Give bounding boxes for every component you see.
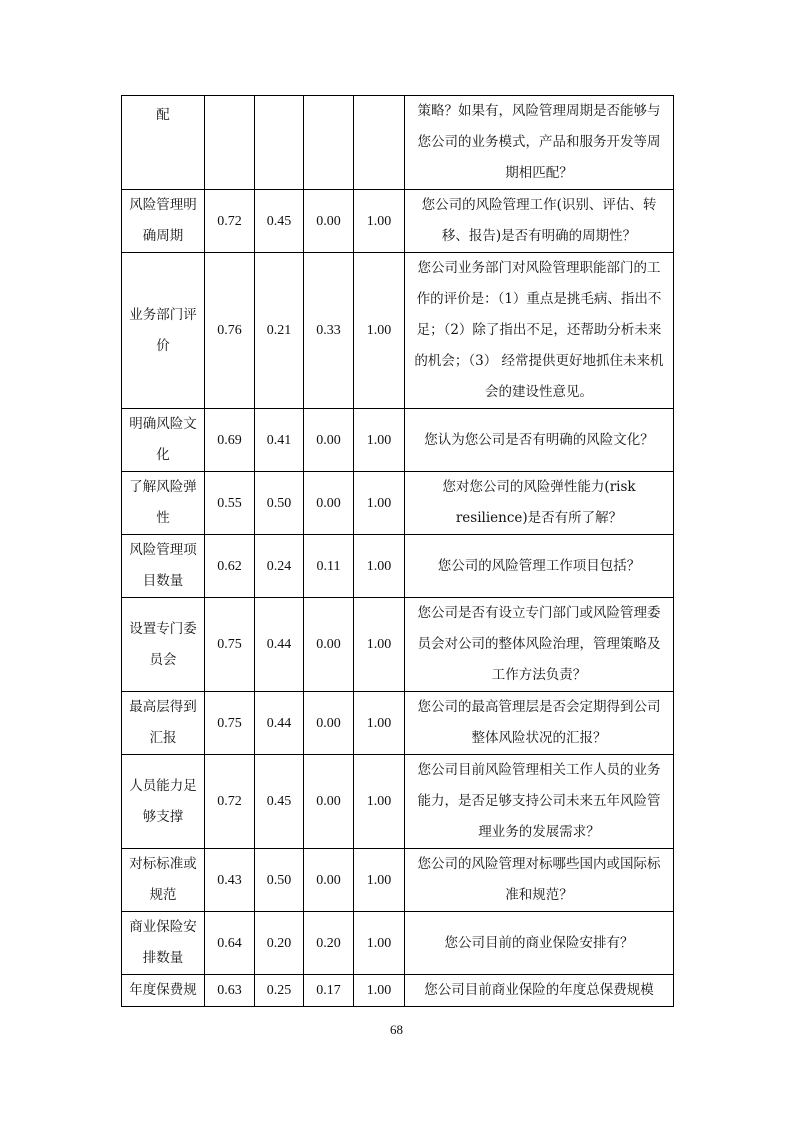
value-cell-1	[205, 96, 255, 190]
table-row	[122, 755, 674, 849]
item-name-cell: 配	[122, 96, 205, 190]
question-cell: 您公司目前的商业保险安排有？	[405, 912, 674, 975]
value-cell-3	[304, 96, 354, 190]
value-cell-4: 1.00	[354, 912, 405, 975]
survey-table	[121, 95, 674, 1007]
table-row	[122, 409, 674, 472]
table-row	[122, 96, 674, 190]
value-cell-2: 0.50	[255, 849, 304, 912]
value-cell-1: 0.63	[205, 975, 255, 1007]
item-name-cell: 风险管理明确周期	[122, 190, 205, 253]
value-cell-3: 0.17	[304, 975, 354, 1007]
value-cell-2: 0.24	[255, 535, 304, 598]
value-cell-3: 0.00	[304, 409, 354, 472]
table-row	[122, 692, 674, 755]
value-cell-3: 0.11	[304, 535, 354, 598]
value-cell-4: 1.00	[354, 692, 405, 755]
value-cell-2: 0.50	[255, 472, 304, 535]
question-cell: 您公司的风险管理工作(识别、评估、转移、报告)是否有明确的周期性？	[405, 190, 674, 253]
value-cell-4: 1.00	[354, 849, 405, 912]
item-name-cell: 业务部门评价	[122, 253, 205, 409]
question-cell: 您公司的最高管理层是否会定期得到公司整体风险状况的汇报？	[405, 692, 674, 755]
value-cell-2: 0.25	[255, 975, 304, 1007]
value-cell-4: 1.00	[354, 409, 405, 472]
item-name-cell: 了解风险弹性	[122, 472, 205, 535]
question-cell: 您公司目前商业保险的年度总保费规模	[405, 975, 674, 1007]
value-cell-1: 0.75	[205, 692, 255, 755]
value-cell-2: 0.44	[255, 598, 304, 692]
value-cell-2: 0.20	[255, 912, 304, 975]
item-name-cell: 商业保险安排数量	[122, 912, 205, 975]
page-number: 68	[390, 1022, 403, 1037]
table-row	[122, 849, 674, 912]
value-cell-4: 1.00	[354, 472, 405, 535]
table-row	[122, 598, 674, 692]
value-cell-2: 0.41	[255, 409, 304, 472]
question-cell: 策略？如果有，风险管理周期是否能够与您公司的业务模式，产品和服务开发等周期相匹配？	[405, 96, 674, 190]
value-cell-2: 0.44	[255, 692, 304, 755]
table-row	[122, 253, 674, 409]
value-cell-2: 0.45	[255, 755, 304, 849]
table-row	[122, 975, 674, 1007]
value-cell-1: 0.55	[205, 472, 255, 535]
value-cell-1: 0.72	[205, 190, 255, 253]
value-cell-4: 1.00	[354, 975, 405, 1007]
table-row	[122, 535, 674, 598]
value-cell-3: 0.00	[304, 755, 354, 849]
value-cell-1: 0.69	[205, 409, 255, 472]
table-row	[122, 190, 674, 253]
value-cell-1: 0.76	[205, 253, 255, 409]
value-cell-1: 0.62	[205, 535, 255, 598]
question-cell: 您公司的风险管理工作项目包括？	[405, 535, 674, 598]
value-cell-2: 0.45	[255, 190, 304, 253]
value-cell-4: 1.00	[354, 253, 405, 409]
item-name-cell: 年度保费规	[122, 975, 205, 1007]
value-cell-1: 0.75	[205, 598, 255, 692]
value-cell-1: 0.72	[205, 755, 255, 849]
value-cell-4	[354, 96, 405, 190]
table-row	[122, 472, 674, 535]
question-cell: 您公司目前风险管理相关工作人员的业务能力，是否足够支持公司未来五年风险管理业务的发展需求？	[405, 755, 674, 849]
item-name-cell: 最高层得到汇报	[122, 692, 205, 755]
value-cell-3: 0.00	[304, 190, 354, 253]
value-cell-1: 0.64	[205, 912, 255, 975]
value-cell-2: 0.21	[255, 253, 304, 409]
item-name-cell: 明确风险文化	[122, 409, 205, 472]
value-cell-3: 0.00	[304, 472, 354, 535]
value-cell-3: 0.00	[304, 692, 354, 755]
value-cell-4: 1.00	[354, 535, 405, 598]
value-cell-4: 1.00	[354, 755, 405, 849]
value-cell-3: 0.00	[304, 849, 354, 912]
question-cell: 您公司的风险管理对标哪些国内或国际标准和规范？	[405, 849, 674, 912]
item-name-cell: 人员能力足够支撑	[122, 755, 205, 849]
item-name-cell: 对标标准或规范	[122, 849, 205, 912]
value-cell-1: 0.43	[205, 849, 255, 912]
item-name-cell: 设置专门委员会	[122, 598, 205, 692]
question-cell: 您对您公司的风险弹性能力(risk resilience)是否有所了解？	[405, 472, 674, 535]
value-cell-3: 0.20	[304, 912, 354, 975]
value-cell-2	[255, 96, 304, 190]
value-cell-4: 1.00	[354, 190, 405, 253]
value-cell-4: 1.00	[354, 598, 405, 692]
question-cell: 您公司是否有设立专门部门或风险管理委员会对公司的整体风险治理，管理策略及工作方法负责？	[405, 598, 674, 692]
question-cell: 您公司业务部门对风险管理职能部门的工作的评价是：（1）重点是挑毛病、指出不足；（2）除了指出不足，还帮助分析未来的机会；（3） 经常提供更好地抓住未来机会的建设性意见。	[405, 253, 674, 409]
value-cell-3: 0.33	[304, 253, 354, 409]
table-row	[122, 912, 674, 975]
question-cell: 您认为您公司是否有明确的风险文化？	[405, 409, 674, 472]
item-name-cell: 风险管理项目数量	[122, 535, 205, 598]
value-cell-3: 0.00	[304, 598, 354, 692]
